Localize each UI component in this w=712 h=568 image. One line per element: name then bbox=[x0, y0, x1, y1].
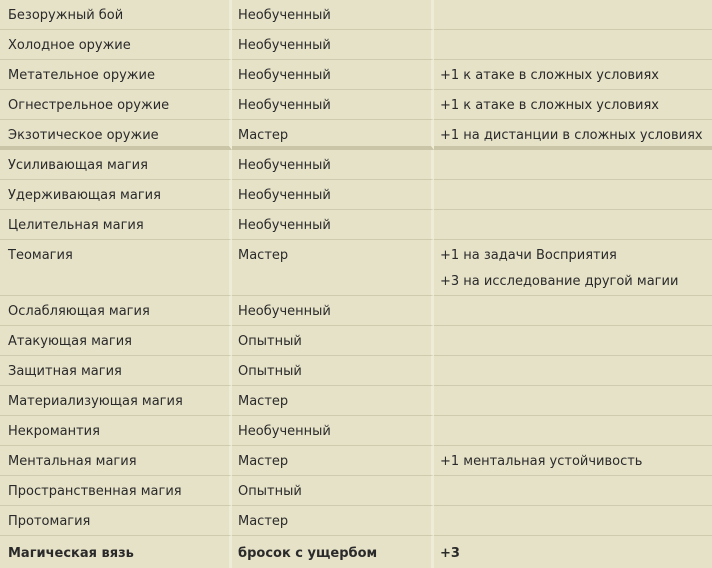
skill-notes bbox=[434, 356, 712, 386]
skill-level: Необученный bbox=[232, 180, 434, 210]
skill-row bbox=[0, 506, 712, 536]
skill-level: Опытный bbox=[232, 356, 434, 386]
skill-name: Усиливающая магия bbox=[0, 150, 232, 180]
skill-name: Ментальная магия bbox=[0, 446, 232, 476]
skill-row bbox=[0, 326, 712, 356]
skill-name: Холодное оружие bbox=[0, 30, 232, 60]
skill-notes bbox=[434, 150, 712, 180]
skill-notes bbox=[434, 0, 712, 30]
skill-level: Необученный bbox=[232, 296, 434, 326]
skill-row bbox=[0, 356, 712, 386]
skill-row bbox=[0, 120, 712, 150]
total-skill: Магическая вязь bbox=[0, 536, 232, 568]
skill-note: +1 на задачи Восприятия bbox=[440, 248, 617, 263]
skill-row bbox=[0, 386, 712, 416]
skill-row bbox=[0, 296, 712, 326]
skill-row bbox=[0, 446, 712, 476]
skill-name: Удерживающая магия bbox=[0, 180, 232, 210]
skill-name: Метательное оружие bbox=[0, 60, 232, 90]
skill-level: Опытный bbox=[232, 326, 434, 356]
skill-note: +3 на исследование другой магии bbox=[440, 274, 679, 289]
skill-level: Необученный bbox=[232, 60, 434, 90]
total-bonus: +3 bbox=[434, 536, 712, 568]
total-level: бросок с ущербом bbox=[232, 536, 434, 568]
skill-row bbox=[0, 210, 712, 240]
skill-level: Необученный bbox=[232, 150, 434, 180]
skill-name: Безоружный бой bbox=[0, 0, 232, 30]
skill-note: +1 на дистанции в сложных условиях bbox=[440, 128, 703, 143]
skill-name: Ослабляющая магия bbox=[0, 296, 232, 326]
skill-row bbox=[0, 476, 712, 506]
skill-notes bbox=[434, 506, 712, 536]
skill-row bbox=[0, 60, 712, 90]
skill-level: Необученный bbox=[232, 30, 434, 60]
skill-row bbox=[0, 90, 712, 120]
skill-level: Мастер bbox=[232, 120, 434, 150]
skill-name: Атакующая магия bbox=[0, 326, 232, 356]
skill-note: +1 ментальная устойчивость bbox=[440, 454, 643, 469]
skill-row bbox=[0, 240, 712, 296]
skill-name: Экзотическое оружие bbox=[0, 120, 232, 150]
skill-notes bbox=[434, 476, 712, 506]
skill-row bbox=[0, 30, 712, 60]
skill-note: +1 к атаке в сложных условиях bbox=[440, 98, 660, 113]
total-row bbox=[0, 536, 712, 568]
skill-level: Мастер bbox=[232, 240, 434, 296]
skill-notes bbox=[434, 240, 712, 296]
skill-level: Мастер bbox=[232, 506, 434, 536]
skill-name: Некромантия bbox=[0, 416, 232, 446]
skill-level: Опытный bbox=[232, 476, 434, 506]
skill-name: Материализующая магия bbox=[0, 386, 232, 416]
skill-notes bbox=[434, 30, 712, 60]
skill-level: Необученный bbox=[232, 90, 434, 120]
skill-notes bbox=[434, 60, 712, 90]
skill-level: Мастер bbox=[232, 386, 434, 416]
skill-level: Необученный bbox=[232, 210, 434, 240]
skill-name: Пространственная магия bbox=[0, 476, 232, 506]
skill-row bbox=[0, 0, 712, 30]
skill-notes bbox=[434, 326, 712, 356]
skill-notes bbox=[434, 446, 712, 476]
skill-notes bbox=[434, 210, 712, 240]
skill-notes bbox=[434, 180, 712, 210]
skill-level: Мастер bbox=[232, 446, 434, 476]
skill-name: Целительная магия bbox=[0, 210, 232, 240]
skill-notes bbox=[434, 90, 712, 120]
skill-note: +1 к атаке в сложных условиях bbox=[440, 68, 660, 83]
skill-name: Огнестрельное оружие bbox=[0, 90, 232, 120]
skill-name: Протомагия bbox=[0, 506, 232, 536]
skill-notes bbox=[434, 120, 712, 150]
skill-notes bbox=[434, 416, 712, 446]
skill-name: Теомагия bbox=[0, 240, 232, 296]
skill-row bbox=[0, 180, 712, 210]
skill-row bbox=[0, 150, 712, 180]
skill-level: Необученный bbox=[232, 0, 434, 30]
skill-level: Необученный bbox=[232, 416, 434, 446]
skill-notes bbox=[434, 296, 712, 326]
skill-name: Защитная магия bbox=[0, 356, 232, 386]
skill-row bbox=[0, 416, 712, 446]
skill-notes bbox=[434, 386, 712, 416]
